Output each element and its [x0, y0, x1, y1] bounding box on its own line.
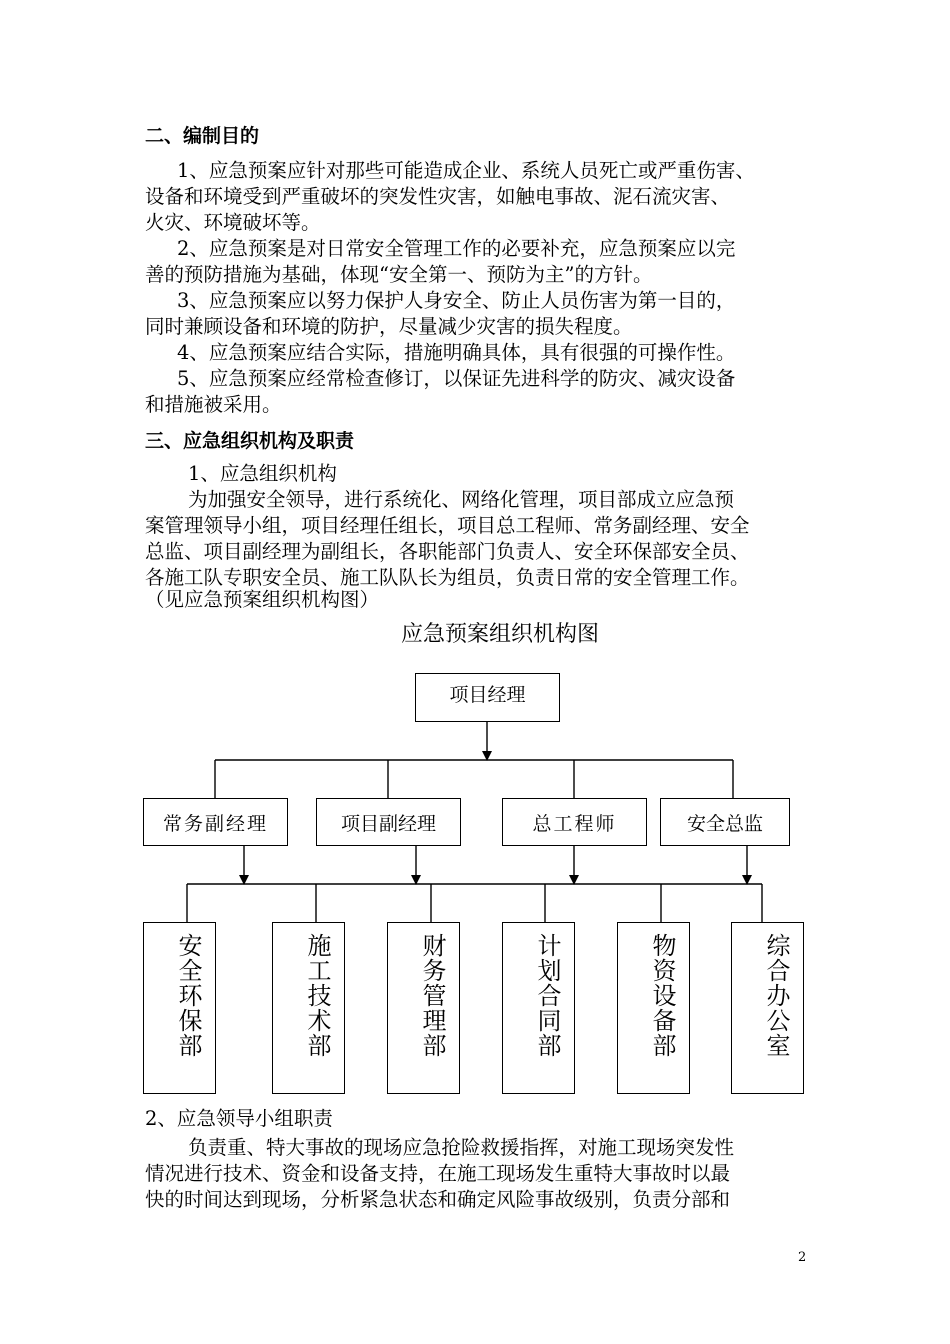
objectives-line-10: 和措施被采用。	[145, 393, 282, 416]
org-para-line-3: 总监、项目副经理为副组长，各职能部门负责人、安全环保部安全员、	[145, 540, 750, 563]
subheading-org-structure: 1、应急组织机构	[188, 462, 337, 485]
org-box-project-manager: 项目经理	[415, 673, 560, 722]
org-box-planning-contract-dept: 计划合同部	[502, 922, 575, 1094]
duties-line-2: 情况进行技术、资金和设备支持，在施工现场发生重特大事故时以最	[145, 1162, 731, 1185]
duties-line-1: 负责重、特大事故的现场应急抢险救援指挥，对施工现场突发性	[188, 1136, 735, 1159]
objectives-line-2: 设备和环境受到严重破坏的突发性灾害，如触电事故、泥石流灾害、	[145, 185, 731, 208]
org-para-line-4: 各施工队专职安全员、施工队队长为组员，负责日常的安全管理工作。	[145, 566, 750, 589]
objectives-line-6: 3、应急预案应以努力保护人身安全、防止人员伤害为第一目的，	[177, 289, 736, 312]
org-box-safety-env-dept: 安全环保部	[143, 922, 216, 1094]
objectives-line-3: 火灾、环境破坏等。	[145, 211, 321, 234]
org-chart-title: 应急预案组织机构图	[400, 622, 599, 647]
objectives-line-8: 4、应急预案应结合实际，措施明确具体，具有很强的可操作性。	[177, 341, 736, 364]
org-para-line-5: （见应急预案组织机构图）	[145, 588, 380, 611]
org-para-line-2: 案管理领导小组，项目经理任组长，项目总工程师、常务副经理、安全	[145, 514, 750, 537]
org-box-materials-dept: 物资设备部	[617, 922, 690, 1094]
subheading-leadership-duties: 2、应急领导小组职责	[145, 1107, 333, 1130]
org-box-chief-engineer: 总工程师	[502, 798, 647, 846]
objectives-line-9: 5、应急预案应经常检查修订，以保证先进科学的防灾、减灾设备	[177, 367, 736, 390]
org-box-construction-tech-dept: 施工技术部	[272, 922, 345, 1094]
org-box-general-office: 综合办公室	[731, 922, 804, 1094]
org-box-project-deputy: 项目副经理	[316, 798, 461, 846]
org-box-executive-deputy: 常务副经理	[143, 798, 288, 846]
org-para-line-1: 为加强安全领导，进行系统化、网络化管理，项目部成立应急预	[188, 488, 735, 511]
objectives-line-7: 同时兼顾设备和环境的防护，尽量减少灾害的损失程度。	[145, 315, 633, 338]
page-number: 2	[798, 1250, 807, 1265]
objectives-line-1: 1、应急预案应针对那些可能造成企业、系统人员死亡或严重伤害、	[177, 159, 755, 182]
org-box-safety-director: 安全总监	[660, 798, 790, 846]
objectives-line-4: 2、应急预案是对日常安全管理工作的必要补充，应急预案应以完	[177, 237, 736, 260]
section-heading-organization: 三、应急组织机构及职责	[145, 430, 355, 452]
duties-line-3: 快的时间达到现场，分析紧急状态和确定风险事故级别，负责分部和	[145, 1188, 731, 1211]
section-heading-objectives: 二、编制目的	[145, 125, 260, 147]
org-box-finance-dept: 财务管理部	[387, 922, 460, 1094]
objectives-line-5: 善的预防措施为基础，体现“安全第一、预防为主”的方针。	[145, 263, 653, 286]
